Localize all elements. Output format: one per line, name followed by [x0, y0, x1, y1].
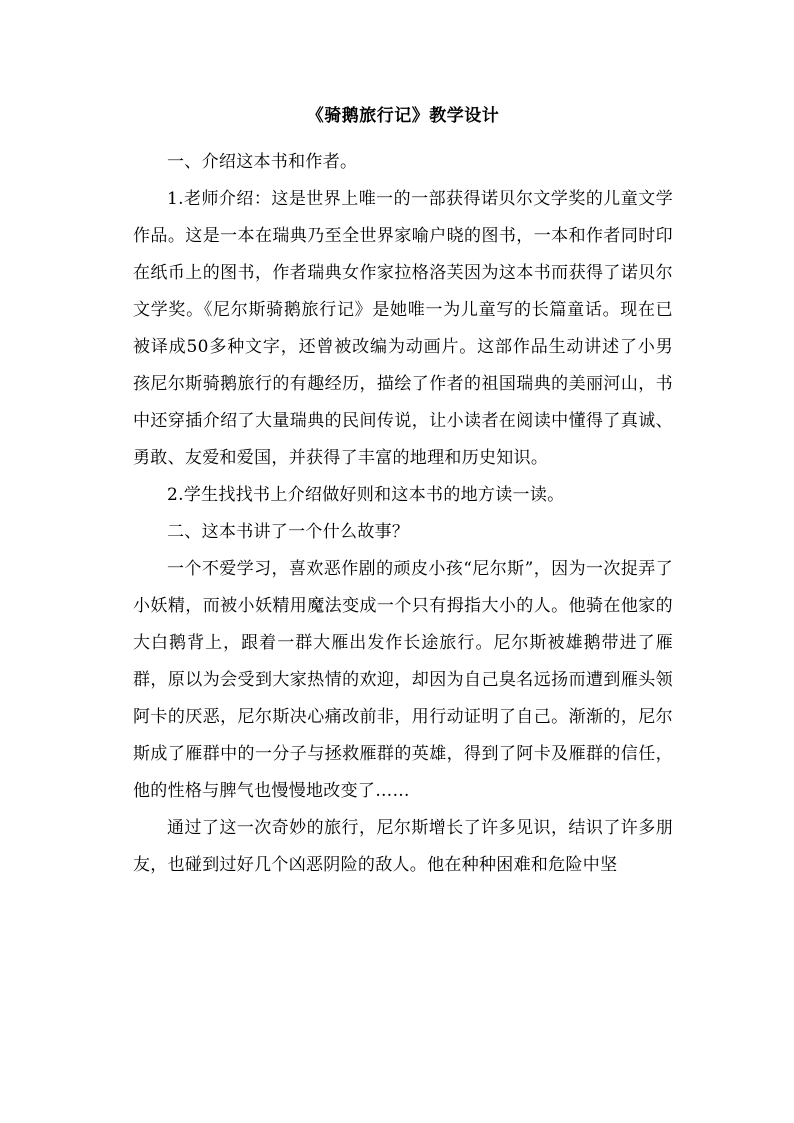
document-title: 《骑鹅旅行记》教学设计 — [306, 106, 500, 126]
document-body — [133, 100, 673, 884]
section-heading-story: 二、这本书讲了一个什么故事？ — [167, 522, 410, 542]
paragraph-journey: 通过了这一次奇妙的旅行，尼尔斯增长了许多见识，结识了许多朋友，也碰到过好几个凶恶阴险的敌人。他在种种困难和危险中坚 — [133, 818, 673, 875]
paragraph-story-summary: 一个不爱学习，喜欢恶作剧的顽皮小孩“尼尔斯”，因为一次捉弄了小妖精，而被小妖精用魔法变成一个只有拇指大小的人。他骑在他家的大白鹅背上，跟着一群大雁出发作长途旅行。尼尔斯被雄鹅带进了雁群，原以为会受到大家热情的欢迎，却因为自己臭名远扬而遭到雁头领阿卡的厌恶，尼尔斯决心痛改前非，用行动证明了自己。渐渐的，尼尔斯成了雁群中的一分子与拯救雁群的英雄，得到了阿卡及雁群的信任，他的性格与脾气也慢慢地改变了…… — [133, 559, 673, 801]
section-heading-intro: 一、介绍这本书和作者。 — [167, 152, 358, 172]
paragraph-teacher-intro: 1.老师介绍：这是世界上唯一的一部获得诺贝尔文学奖的儿童文学作品。这是一本在瑞典乃至全世界家喻户晓的图书，一本和作者同时印在纸币上的图书，作者瑞典女作家拉格洛芙因为这本书而获得了诺贝尔文学奖。《尼尔斯骑鹅旅行记》是她唯一为儿童写的长篇童话。现在已被译成50多种文字，还曾被改编为动画片。这部作品生动讲述了小男孩尼尔斯骑鹅旅行的有趣经历，描绘了作者的祖国瑞典的美丽河山，书中还穿插介绍了大量瑞典的民间传说，让小读者在阅读中懂得了真诚、勇敢、友爱和爱国，并获得了丰富的地理和历史知识。 — [133, 189, 673, 468]
paragraph-student-activity: 2.学生找找书上介绍做好则和这本书的地方读一读。 — [167, 485, 565, 505]
